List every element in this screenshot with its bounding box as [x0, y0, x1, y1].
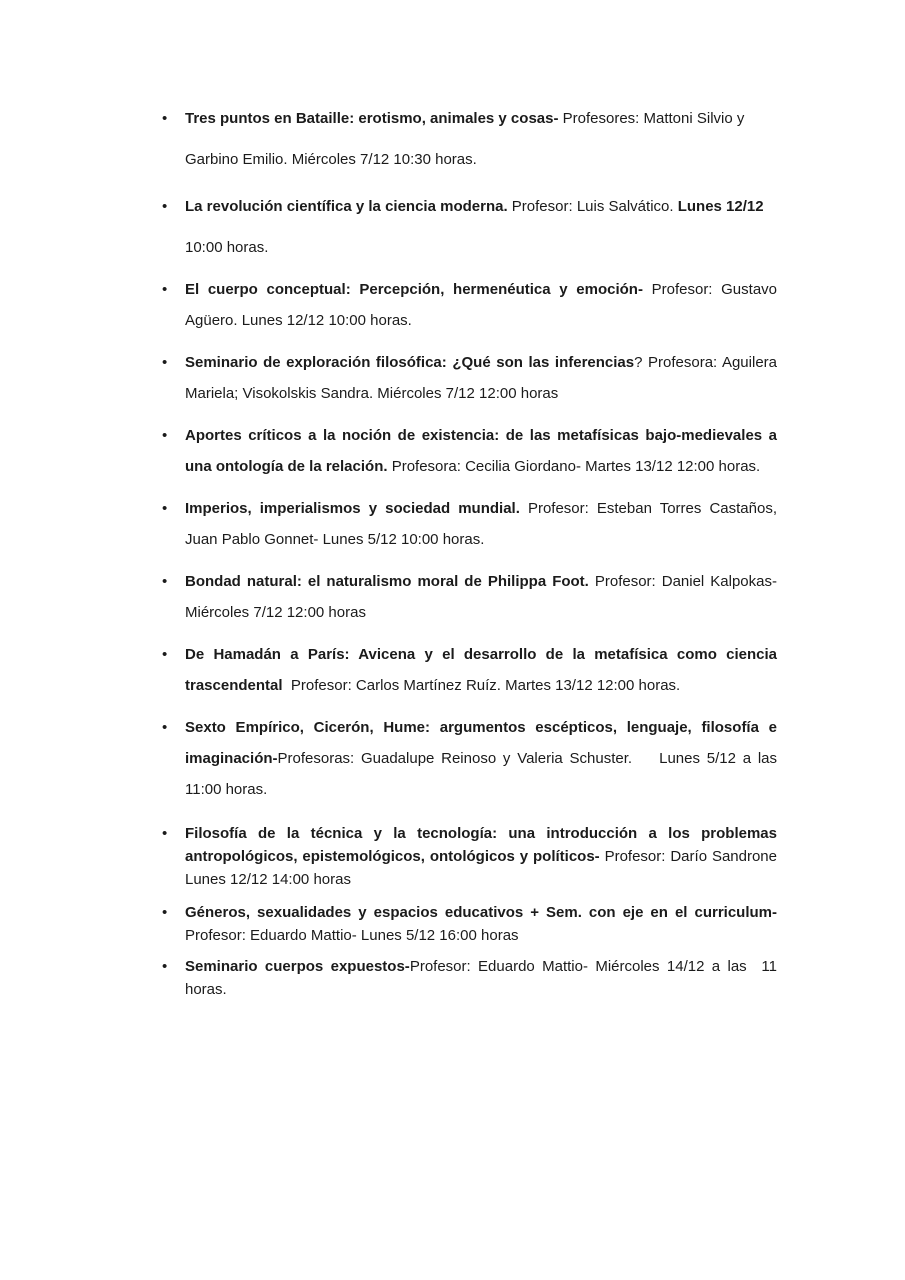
- item-details: Profesor: Gustavo Agüero. Lunes 12/12 10:00 horas.: [185, 281, 778, 329]
- item-title: Tres puntos en Bataille: erotismo, animales y cosas-: [185, 110, 559, 127]
- bullet-icon: •: [162, 500, 168, 517]
- item-title: La revolución científica y la ciencia moderna.: [185, 198, 508, 215]
- item-details: Garbino Emilio. Miércoles 7/12 10:30 horas.: [185, 151, 477, 168]
- list-item: [162, 955, 777, 1001]
- list-item: [162, 493, 777, 555]
- item-text: [185, 110, 744, 168]
- item-text: [185, 198, 764, 256]
- item-text: [185, 904, 777, 944]
- bullet-icon: •: [162, 281, 168, 298]
- seminar-list: [162, 98, 778, 1001]
- item-title: Sexto Empírico, Cicerón, Hume: argumentos escépticos, lenguaje, filosofía e imaginación-: [185, 719, 777, 767]
- item-title: Imperios, imperialismos y sociedad mundial.: [185, 500, 520, 517]
- item-details: Profesora: Cecilia Giordano- Martes 13/12 12:00 horas.: [387, 458, 761, 475]
- item-text: [185, 281, 777, 329]
- bullet-icon: •: [162, 573, 168, 590]
- list-item: [162, 566, 777, 628]
- item-title: Filosofía de la técnica y la tecnología: una introducción a los problemas antropológicos, epistemológicos, ontológicos y políticos-: [185, 825, 777, 865]
- item-details: Profesor: Darío Sandrone Lunes 12/12 14:00 horas: [185, 848, 777, 888]
- item-details: Profesor: Luis Salvático.: [507, 198, 678, 215]
- item-text: [185, 825, 777, 888]
- bullet-icon: •: [162, 354, 168, 371]
- list-item: [162, 347, 777, 409]
- item-details: Profesor: Esteban Torres Castaños, Juan Pablo Gonnet- Lunes 5/12 10:00 horas.: [185, 500, 777, 548]
- item-title: Lunes 12/12: [677, 198, 764, 215]
- item-details: Profesores: Mattoni Silvio y: [558, 110, 745, 127]
- bullet-icon: •: [162, 719, 168, 736]
- item-details: Profesor: Carlos Martínez Ruíz. Martes 13/12 12:00 horas.: [282, 677, 681, 694]
- item-details: ? Profesora: Aguilera Mariela; Visokolskis Sandra. Miércoles 7/12 12:00 horas: [185, 354, 777, 402]
- item-text: [185, 354, 777, 402]
- item-details: Profesor: Eduardo Mattio- Miércoles 14/12 a las 11 horas.: [185, 958, 777, 998]
- item-title: Seminario de exploración filosófica: ¿Qué son las inferencias: [185, 354, 635, 371]
- bullet-icon: •: [162, 825, 168, 842]
- bullet-icon: •: [162, 958, 168, 975]
- item-details: Profesoras: Guadalupe Reinoso y Valeria Schuster. Lunes 5/12 a las 11:00 horas.: [185, 750, 777, 798]
- item-text: [185, 500, 777, 548]
- item-text: [185, 719, 777, 798]
- bullet-icon: •: [162, 198, 168, 215]
- list-item: [162, 639, 777, 701]
- bullet-icon: •: [162, 904, 168, 921]
- item-title: Géneros, sexualidades y espacios educativos + Sem. con eje en el curriculum-: [185, 904, 777, 921]
- item-details: Profesor: Eduardo Mattio- Lunes 5/12 16:00 horas: [185, 927, 519, 944]
- bullet-icon: •: [162, 110, 168, 127]
- item-title: De Hamadán a París: Avicena y el desarrollo de la metafísica como ciencia trascendental: [185, 646, 777, 694]
- list-item: [162, 274, 778, 336]
- list-item: [162, 712, 777, 805]
- list-item: [162, 822, 777, 891]
- list-item: [162, 98, 777, 180]
- item-details: Profesor: Daniel Kalpokas- Miércoles 7/12 12:00 horas: [185, 573, 777, 621]
- item-title: Bondad natural: el naturalismo moral de Philippa Foot.: [185, 573, 589, 590]
- item-title: Seminario cuerpos expuestos-: [185, 958, 410, 975]
- list-item: [162, 420, 777, 482]
- item-text: [185, 646, 777, 694]
- item-title: Aportes críticos a la noción de existencia: de las metafísicas bajo-medievales a una ontología de la relación.: [185, 427, 777, 475]
- item-text: [185, 573, 777, 621]
- item-details: 10:00 horas.: [185, 239, 269, 256]
- item-title: El cuerpo conceptual: Percepción, hermenéutica y emoción-: [185, 281, 643, 298]
- bullet-icon: •: [162, 427, 168, 444]
- list-item: [162, 901, 777, 947]
- item-text: [185, 427, 777, 475]
- item-text: [185, 958, 777, 998]
- list-item: [162, 186, 777, 268]
- bullet-icon: •: [162, 646, 168, 663]
